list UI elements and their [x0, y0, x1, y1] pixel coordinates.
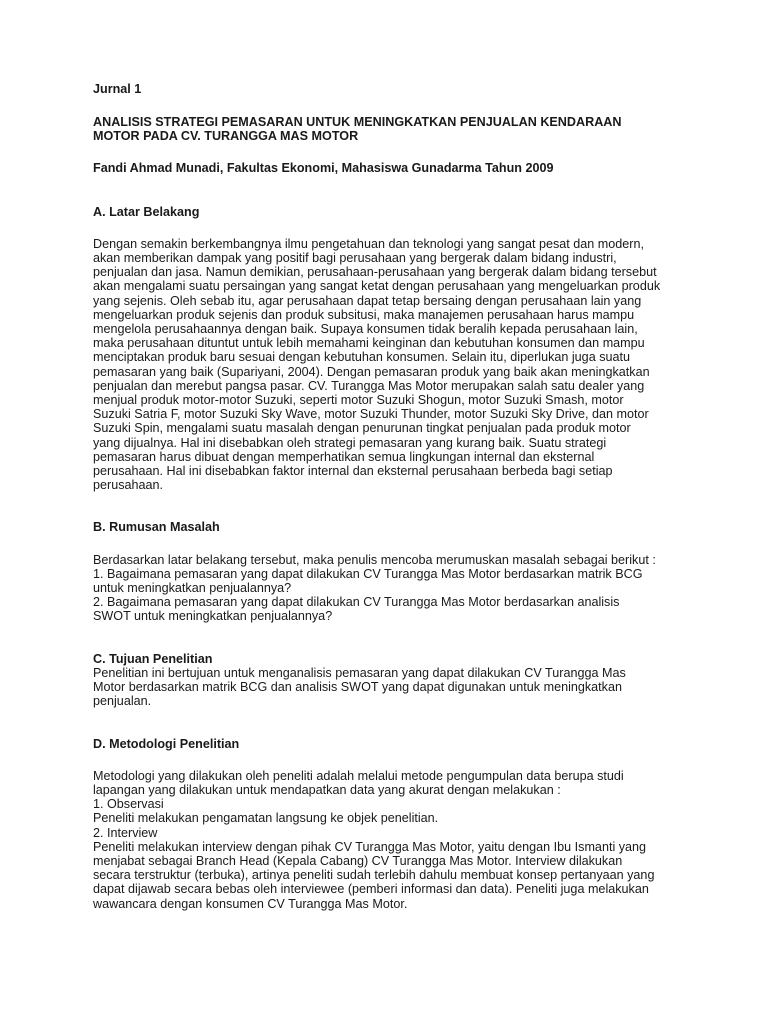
text-line: penjualan.: [93, 694, 152, 709]
text-line: Penelitian ini bertujuan untuk menganalisis pemasaran yang dapat dilakukan CV Turangga Mas: [93, 665, 626, 680]
text-line: menjabat sebagai Branch Head (Kepala Cabang) CV Turangga Mas Motor. Interview dilakukan: [93, 853, 623, 868]
text-line: Suzuki Spin, mengalami suatu masalah dengan penurunan tingkat penjualan pada produk motor: [93, 421, 631, 436]
section-body-tujuan-penelitian: [93, 666, 693, 709]
text-line: perusahaan.: [93, 478, 164, 493]
section-heading-tujuan-penelitian: C. Tujuan Penelitian: [93, 651, 213, 666]
text-line: mengeluarkan produk sejenis dan produk subsitusi, maka manajemen perusahaan harus mampu: [93, 307, 635, 322]
text-line: mengelola perusahaannya dengan baik. Supaya konsumen tidak beralih kepada perusahaan lain,: [93, 322, 638, 337]
document-title: [93, 115, 693, 143]
text-line: 2. Bagaimana pemasaran yang dapat dilakukan CV Turangga Mas Motor berdasarkan analisis: [93, 595, 620, 610]
text-line: maka perusahaan dituntut untuk lebih memahami keinginan dan kebutuhan konsumen dan mampu: [93, 336, 645, 351]
section-body-rumusan-masalah: [93, 553, 693, 624]
text-line: menciptakan produk baru sesuai dengan kebutuhan konsumen. Selain itu, diperlukan juga suatu: [93, 350, 630, 365]
title-line: MOTOR PADA CV. TURANGGA MAS MOTOR: [93, 129, 359, 144]
text-line: SWOT untuk meningkatkan penjualannya?: [93, 609, 333, 624]
text-line: Metodologi yang dilakukan oleh peneliti adalah melalui metode pengumpulan data berupa studi: [93, 768, 624, 783]
text-line: Dengan semakin berkembangnya ilmu pengetahuan dan teknologi yang sangat pesat dan modern,: [93, 236, 645, 251]
text-line: perusahaan. Hal ini disebabkan faktor internal dan eksternal perusahaan berbeda bagi setiap: [93, 464, 613, 479]
text-line: Suzuki Satria F, motor Suzuki Sky Wave, motor Suzuki Thunder, motor Suzuki Sky Drive, dan motor: [93, 407, 649, 422]
section-heading-metodologi-penelitian: D. Metodologi Penelitian: [93, 736, 240, 751]
text-line: penjualan dan jasa. Namun demikian, perusahaan-perusahaan yang bergerak dalam bidang tersebut: [93, 265, 657, 280]
text-line: secara terstruktur (terbuka), artinya peneliti sudah terlebih dahulu membuat konsep pertanyaan yang: [93, 868, 655, 883]
text-line: 1. Bagaimana pemasaran yang dapat dilakukan CV Turangga Mas Motor berdasarkan matrik BCG: [93, 566, 643, 581]
list-item-label: 1. Observasi: [93, 797, 164, 812]
text-line: pemasaran yang baik (Supariyani, 2004). Dengan pemasaran produk yang baik akan meningkatkan: [93, 364, 650, 379]
text-line: Peneliti melakukan pengamatan langsung ke objek penelitian.: [93, 811, 439, 826]
section-heading-latar-belakang: A. Latar Belakang: [93, 204, 200, 219]
text-line: Berdasarkan latar belakang tersebut, maka penulis mencoba merumuskan masalah sebagai berikut :: [93, 552, 656, 567]
text-line: akan mengalami suatu persaingan yang sangat ketat dengan perusahaan yang mengeluarkan produk: [93, 279, 661, 294]
text-line: lapangan yang dilakukan untuk mendapatkan data yang akurat dengan melakukan :: [93, 782, 561, 797]
text-line: yang dijualnya. Hal ini disebabkan oleh strategi pemasaran yang kurang baik. Suatu strategi: [93, 435, 607, 450]
section-body-latar-belakang: [93, 237, 693, 493]
document-page: [93, 82, 693, 911]
text-line: menjual produk motor-motor Suzuki, seperti motor Suzuki Shogun, motor Suzuki Smash, motor: [93, 393, 624, 408]
section-body-metodologi-penelitian: [93, 769, 693, 911]
author-line: Fandi Ahmad Munadi, Fakultas Ekonomi, Mahasiswa Gunadarma Tahun 2009: [93, 161, 554, 176]
text-line: akan memberikan dampak yang positif bagi perusahaan yang bergerak dalam bidang industri,: [93, 251, 617, 266]
text-line: wawancara dengan konsumen CV Turangga Mas Motor.: [93, 896, 408, 911]
text-line: yang sejenis. Oleh sebab itu, agar perusahaan dapat tetap bersaing dengan perusahaan lain yang: [93, 293, 642, 308]
section-heading-rumusan-masalah: B. Rumusan Masalah: [93, 520, 220, 535]
journal-label: Jurnal 1: [93, 82, 142, 96]
text-line: untuk meningkatkan penjualannya?: [93, 581, 292, 596]
text-line: Peneliti melakukan interview dengan pihak CV Turangga Mas Motor, yaitu dengan Ibu Ismanti yang: [93, 839, 647, 854]
text-line: dapat dijawab secara bebas oleh interviewee (pemberi informasi dan data). Peneliti juga melakukan: [93, 882, 649, 897]
text-line: Motor berdasarkan matrik BCG dan analisis SWOT yang dapat digunakan untuk meningkatkan: [93, 680, 622, 695]
text-line: penjualan dan merebut pangsa pasar. CV. Turangga Mas Motor merupakan salah satu dealer yang: [93, 378, 645, 393]
list-item-label: 2. Interview: [93, 825, 158, 840]
title-line: ANALISIS STRATEGI PEMASARAN UNTUK MENINGKATKAN PENJUALAN KENDARAAN: [93, 115, 622, 129]
text-line: pemasaran harus dibuat dengan memperhatikan semua lingkungan internal dan eksternal: [93, 449, 595, 464]
